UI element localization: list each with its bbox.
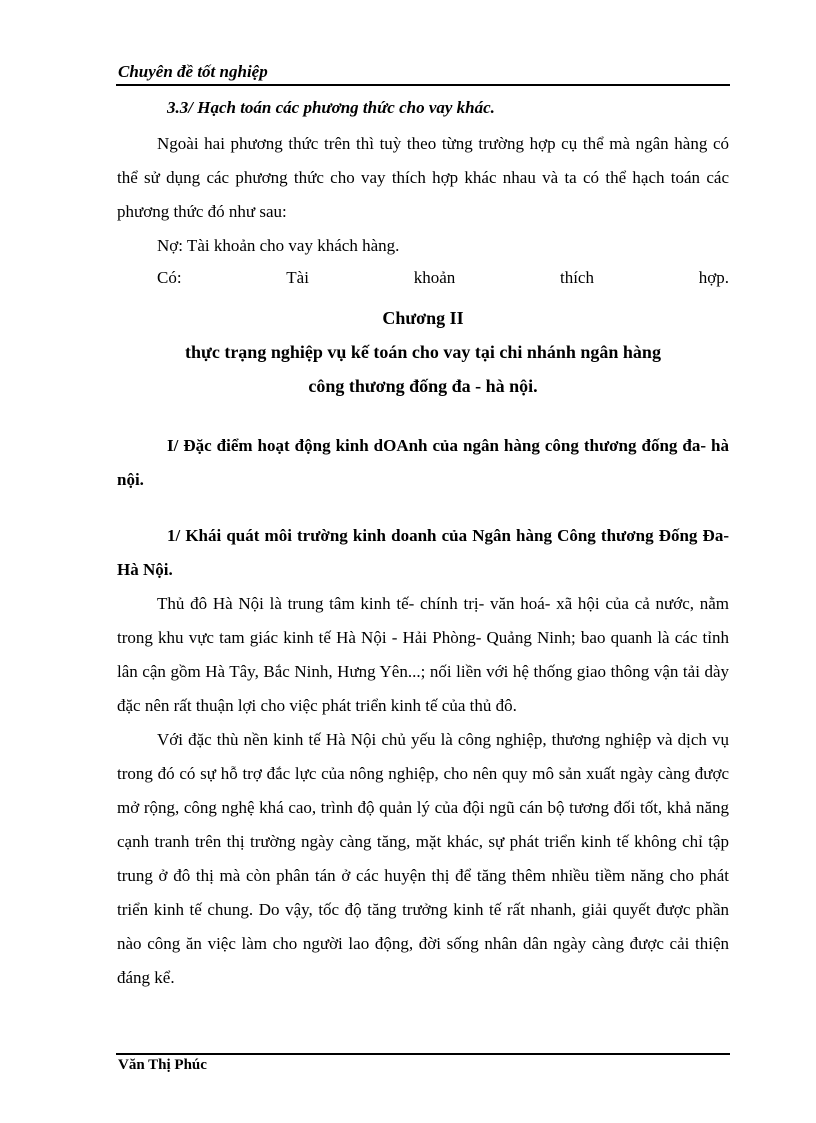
credit-word: Tài [286,268,309,287]
debit-line: Nợ: Tài khoản cho vay khách hàng. [157,236,400,255]
credit-word: hợp. [698,268,729,287]
footer-author: Văn Thị Phúc [118,1057,207,1073]
section-1-paragraph-1: Thủ đô Hà Nội là trung tâm kinh tế- chính trị- văn hoá- xã hội của cả nước, nằm trong khu vực tam giác kinh tế Hà Nội - Hải Phòng- Quảng Ninh; bao quanh là các tỉnh lân cận gồm Hà Tây, Bắc Ninh, Hưng Yên...; nối liền với hệ thống giao thông vận tải dày đặc nên rất thuận lợi cho việc phát triển kinh tế của thủ đô. [117,594,729,715]
credit-word: Có: [157,268,182,287]
chapter-title: Chương II [382,308,464,328]
header-divider [116,84,730,86]
credit-line [117,263,729,293]
section-1-paragraph-2: Với đặc thù nền kinh tế Hà Nội chủ yếu là công nghiệp, thương nghiệp và dịch vụ trong đó có sự hỗ trợ đắc lực của nông nghiệp, cho nên quy mô sản xuất ngày càng được mở rộng, công nghệ khá cao, trình độ quản lý của đội ngũ cán bộ tương đối tốt, khả năng cạnh tranh trên thị trường ngày càng tăng, mặt khác, sự phát triển kinh tế không chỉ tập trung ở đô thị mà còn phân tán ở các huyện thị để tăng thêm nhiều tiềm năng cho phát triển kinh tế chung. Do vậy, tốc độ tăng trưởng kinh tế rất nhanh, giải quyết được phần nào công ăn việc làm cho người lao động, đời sống nhân dân ngày càng được cải thiện đáng kể. [117,730,729,987]
section-I-heading: I/ Đặc điểm hoạt động kinh dOAnh của ngân hàng công thương đống đa- hà nội. [117,436,729,489]
chapter-subtitle-line2: công thương đống đa - hà nội. [308,376,538,396]
credit-word: khoản [413,268,456,287]
section-3-3-heading: 3.3/ Hạch toán các phương thức cho vay khác. [167,98,495,117]
header-title: Chuyên đề tốt nghiệp [118,62,268,81]
document-body [117,93,729,995]
footer-divider [116,1053,730,1055]
chapter-subtitle-line1: thực trạng nghiệp vụ kế toán cho vay tại chi nhánh ngân hàng [185,342,661,362]
section-1-heading: 1/ Khái quát môi trường kinh doanh của Ngân hàng Công thương Đống Đa- Hà Nội. [117,526,729,579]
section-3-3-paragraph: Ngoài hai phương thức trên thì tuỳ theo từng trường hợp cụ thể mà ngân hàng có thể sử dụng các phương thức cho vay thích hợp khác nhau và ta có thể hạch toán các phương thức đó như sau: [117,134,729,221]
credit-word: thích [559,268,594,287]
